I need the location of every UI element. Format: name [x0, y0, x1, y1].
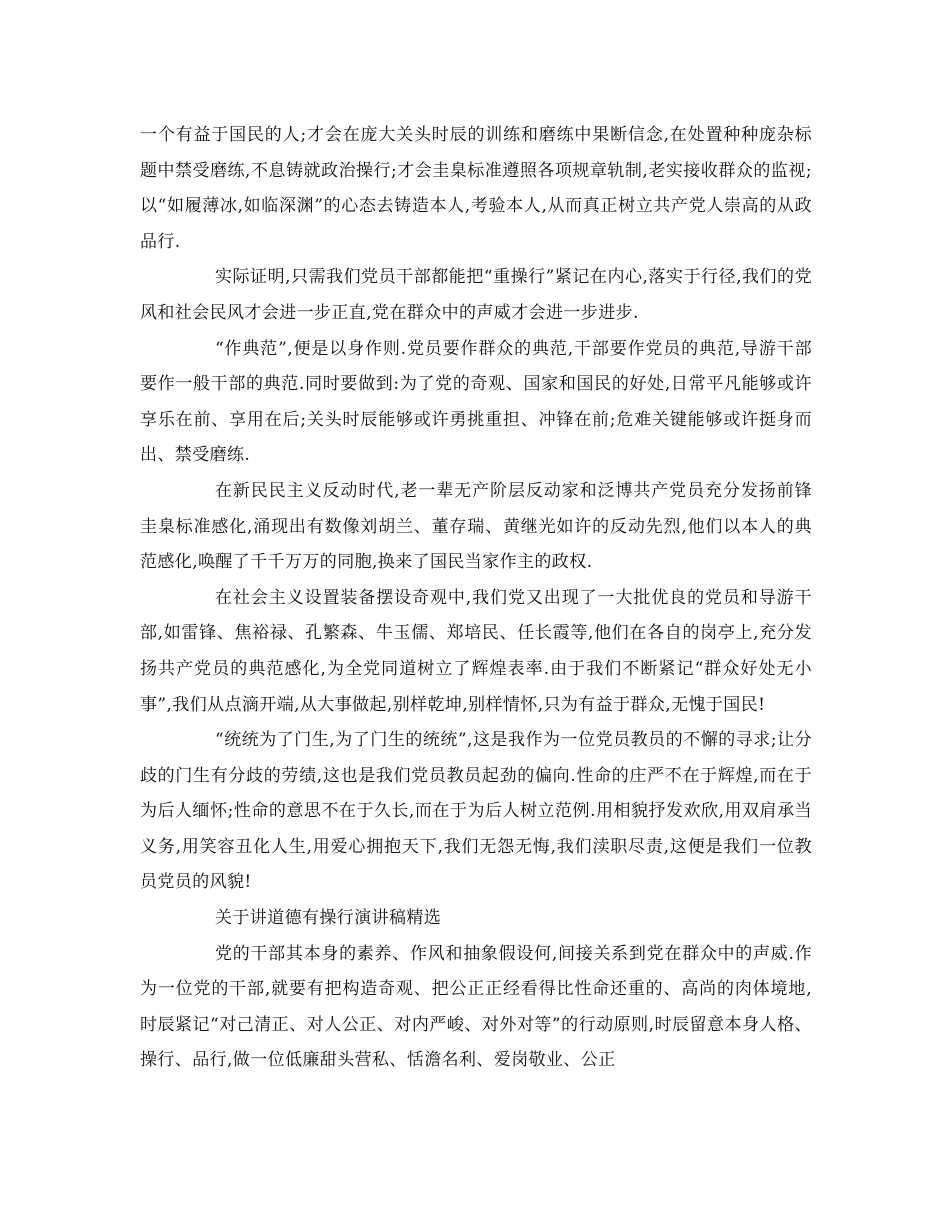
document-body: [140, 118, 812, 1079]
paragraph-2: 实际证明,只需我们党员干部都能把“重操行”紧记在内心,落实于行径,我们的党风和社会民风才会进一步正直,党在群众中的声威才会进一步进步.: [140, 267, 812, 323]
section-heading: 关于讲道德有操行演讲稿精选: [215, 908, 442, 929]
paragraph-6: “统统为了门生,为了门生的统统”,这是我作为一位党员教员的不懈的寻求;让分歧的门生有分歧的劳绩,这也是我们党员教员起劲的偏向.性命的庄严不在于辉煌,而在于为后人缅怀;性命的意思不在于久长,而在于为后人树立范例.用相貌抒发欢欣,用双肩承当义务,用笑容丑化人生,用爱心拥抱天下,我们无怨无悔,我们渎职尽责,这便是我们一位教员党员的风貌!: [140, 730, 812, 893]
paragraph-4: 在新民民主义反动时代,老一辈无产阶层反动家和泛博共产党员充分发扬前锋圭臬标准感化,涌现出有数像刘胡兰、董存瑞、黄继光如许的反动先烈,他们以本人的典范感化,唤醒了千千万万的同胞,换来了国民当家作主的政权.: [140, 480, 812, 573]
paragraph-7: 党的干部其本身的素养、作风和抽象假设何,间接关系到党在群众中的声威.作为一位党的干部,就要有把构造奇观、把公正正经看得比性命还重的、高尚的肉体境地,时辰紧记“对己清正、对人公正、对内严峻、对外对等”的行动原则,时辰留意本身人格、操行、品行,做一位低廉甜头营私、恬澹名利、爱岗敬业、公正: [140, 943, 812, 1071]
paragraph-1: 一个有益于国民的人;才会在庞大关头时辰的训练和磨练中果断信念,在处置种种庞杂标题中禁受磨练,不息铸就政治操行;才会圭臬标准遵照各项规章轨制,老实接收群众的监视;以“如履薄冰,如临深渊”的心态去铸造本人,考验本人,从而真正树立共产党人崇高的从政品行.: [140, 125, 812, 252]
paragraph-5: 在社会主义设置装备摆设奇观中,我们党又出现了一大批优良的党员和导游干部,如雷锋、焦裕禄、孔繁森、牛玉儒、郑培民、任长霞等,他们在各自的岗亭上,充分发扬共产党员的典范感化,为全党同道树立了辉煌表率.由于我们不断紧记“群众好处无小事”,我们从点滴开端,从大事做起,别样乾坤,别样情怀,只为有益于群众,无愧于国民!: [140, 587, 812, 715]
paragraph-3: “作典范”,便是以身作则.党员要作群众的典范,干部要作党员的典范,导游干部要作一般干部的典范.同时要做到:为了党的奇观、国家和国民的好处,日常平凡能够或许享乐在前、享用在后;关头时辰能够或许勇挑重担、冲锋在前;危难关键能够或许挺身而出、禁受磨练.: [140, 338, 812, 466]
